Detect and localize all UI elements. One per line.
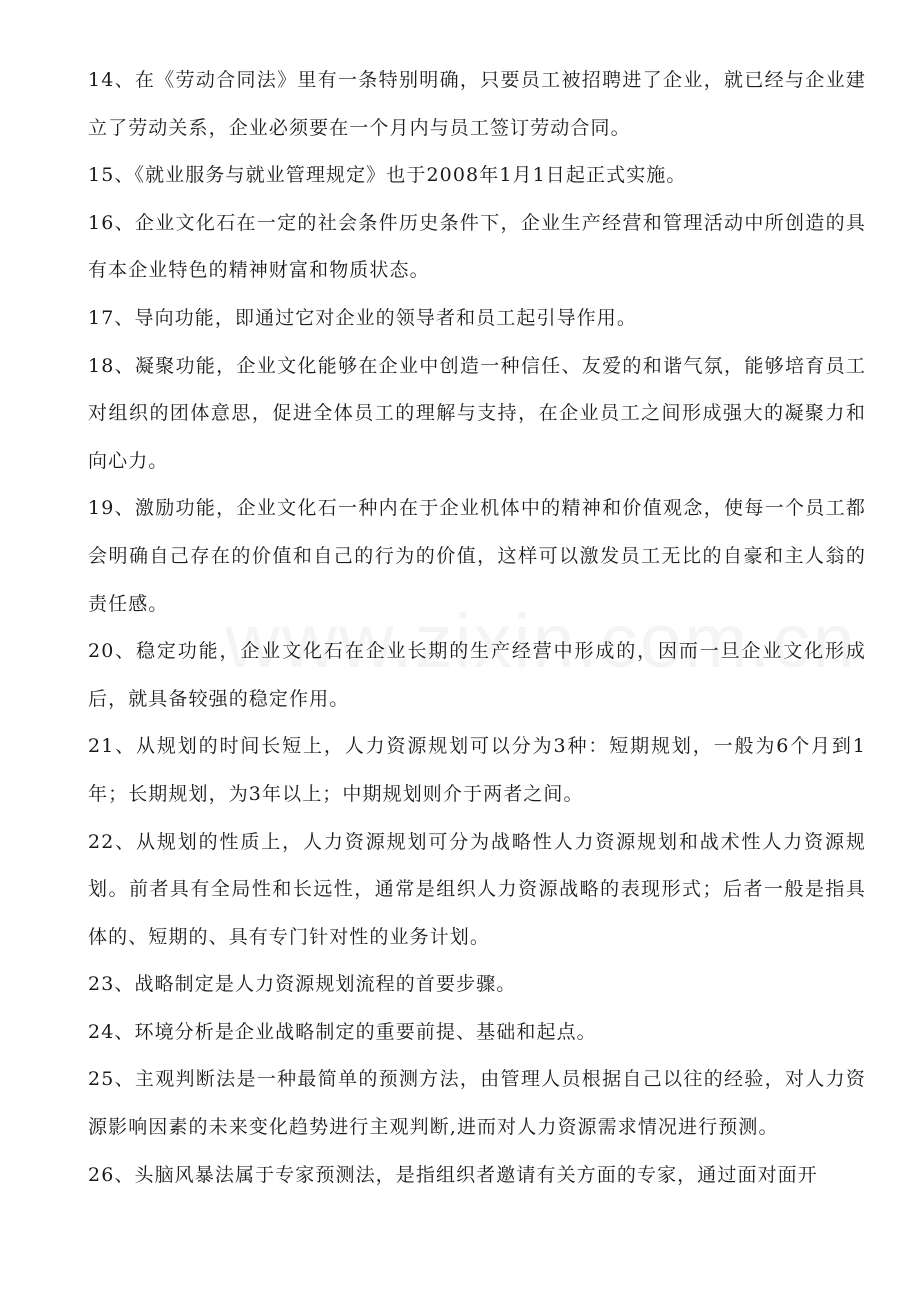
paragraph-22: 22、从规划的性质上，人力资源规划可分为战略性人力资源规划和战术性人力资源规划。前者具有全局性和长远性，通常是组织人力资源战略的表现形式；后者一般是指具体的、短期的、具有专门针对性的业务计划。 — [88, 830, 866, 948]
paragraph-19: 19、激励功能，企业文化石一种内在于企业机体中的精神和价值观念，使每一个员工都会明确自己存在的价值和自己的行为的价值，这样可以激发员工无比的自豪和主人翁的责任感。 — [88, 497, 866, 615]
paragraph-20: 20、稳定功能，企业文化石在企业长期的生产经营中形成的，因而一旦企业文化形成后，就具备较强的稳定作用。 — [88, 640, 866, 710]
paragraph-26: 26、头脑风暴法属于专家预测法，是指组织者邀请有关方面的专家，通过面对面开 — [88, 1163, 818, 1186]
paragraph-16: 16、企业文化石在一定的社会条件历史条件下，企业生产经营和管理活动中所创造的具有本企业特色的精神财富和物质状态。 — [88, 211, 866, 282]
paragraph-15: 15、《就业服务与就业管理规定》也于2008年1月1日起正式实施。 — [88, 164, 687, 187]
paragraph-18: 18、凝聚功能，企业文化能够在企业中创造一种信任、友爱的和谐气氛，能够培育员工对组织的团体意思，促进全体员工的理解与支持，在企业员工之间形成强大的凝聚力和向心力。 — [88, 354, 866, 472]
paragraph-14: 14、在《劳动合同法》里有一条特别明确，只要员工被招聘进了企业，就已经与企业建立了劳动关系，企业必须要在一个月内与员工签订劳动合同。 — [88, 69, 866, 139]
paragraph-23: 23、战略制定是人力资源规划流程的首要步骤。 — [88, 973, 517, 996]
paragraph-25: 25、主观判断法是一种最简单的预测方法，由管理人员根据自己以往的经验，对人力资源影响因素的未来变化趋势进行主观判断,进而对人力资源需求情况进行预测。 — [88, 1068, 866, 1139]
paragraph-17: 17、导向功能，即通过它对企业的领导者和员工起引导作用。 — [88, 306, 637, 329]
paragraph-21: 21、从规划的时间长短上，人力资源规划可以分为3种：短期规划，一般为6个月到1年；长期规划，为3年以上；中期规划则介于两者之间。 — [88, 735, 866, 805]
paragraph-24: 24、环境分析是企业战略制定的重要前提、基础和起点。 — [88, 1020, 597, 1043]
document-body — [88, 57, 866, 1199]
